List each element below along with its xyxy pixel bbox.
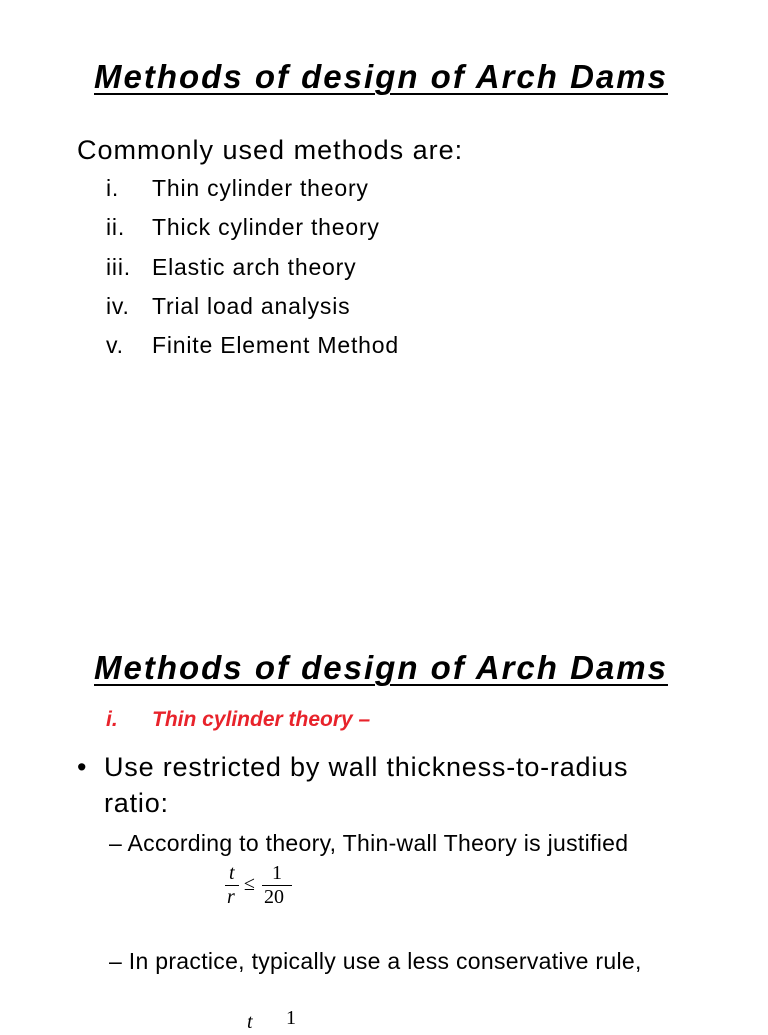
list-item-label: Thick cylinder theory (152, 214, 380, 241)
formula-relation: ≤ (244, 873, 255, 895)
list-item-label: Thin cylinder theory (152, 175, 369, 201)
subheading (106, 708, 370, 732)
list-item-label: Trial load analysis (152, 292, 351, 319)
list-item-number: i. (106, 175, 120, 201)
list-item (106, 214, 399, 253)
list-item-number: iv. (106, 292, 130, 319)
sub-point: – According to theory, Thin-wall Theory is justified (109, 830, 629, 856)
list-item (106, 175, 399, 214)
bullet-dot: • (77, 752, 88, 782)
formula-ratio-partial (242, 1005, 322, 1035)
methods-list (106, 175, 399, 371)
sub-point: – In practice, typically use a less conservative rule, (109, 948, 642, 974)
formula-numerator-1: 1 (272, 862, 282, 884)
subheading-number: i. (106, 708, 118, 731)
list-item-label: Elastic arch theory (152, 253, 357, 280)
list-item-number: v. (106, 332, 124, 359)
section-title: Methods of design of Arch Dams (94, 649, 668, 686)
list-item-number: iii. (106, 253, 131, 280)
formula-denominator-r: r (227, 886, 235, 908)
list-item (106, 254, 399, 293)
list-item (106, 293, 399, 332)
formula-ratio (222, 862, 302, 922)
formula-numerator-t: t (247, 1011, 253, 1033)
subheading-label: Thin cylinder theory – (152, 708, 371, 731)
bullet-text: Use restricted by wall thickness-to-radius ratio: (104, 752, 629, 818)
formula-numerator-1: 1 (286, 1007, 296, 1029)
formula-numerator-t: t (229, 862, 235, 884)
list-item (106, 332, 399, 371)
page-title: Methods of design of Arch Dams (94, 58, 668, 95)
list-item-number: ii. (106, 214, 126, 241)
list-item-label: Finite Element Method (152, 332, 399, 359)
bullet-point (77, 749, 657, 821)
formula-denominator-20: 20 (264, 886, 284, 908)
intro-text: Commonly used methods are: (77, 135, 464, 165)
